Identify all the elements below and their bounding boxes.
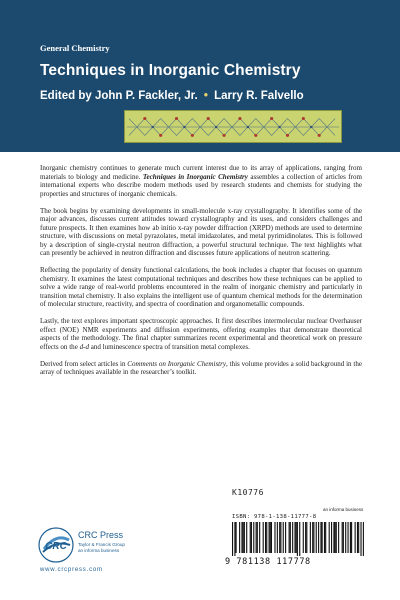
- book-title: Techniques in Inorganic Chemistry: [40, 62, 301, 79]
- editor-2: Larry R. Falvello: [214, 90, 304, 102]
- paragraph-1: Inorganic chemistry continues to generate much current interest due to its array of applications, ranging from materials to biology and medicine. Techniques in Inorganic Chemistry assembles a collection of articles from international experts who describe modern methods used by research students and chemists for studying the properties and structures of inorganic chemicals.: [40, 164, 362, 198]
- edited-by-label: Edited by: [40, 90, 92, 102]
- product-code: K10776: [232, 488, 264, 497]
- publisher-subtitle: Taylor & Francis Group an informa business: [78, 542, 125, 553]
- paragraph-2: The book begins by examining developments in small-molecule x-ray crystallography. It identifies some of the major advances, discusses current attitudes toward crystallography and its uses, and considers challenges and future prospects. It then examines how ab initio x-ray powder diffraction (XRPD) methods are used to determine structure, with discussions on metal pyrazolates, metal imidazolates, and metal pyrimidinolates. This is followed by a description of single-crystal neutron diffraction, a powerful structural technique. The text highlights what can presently be achieved in neutron diffraction and discusses future applications of neutron scattering.: [40, 206, 362, 257]
- book-title-inline: Techniques in Inorganic Chemistry: [142, 172, 248, 181]
- crc-press-logo: [38, 527, 74, 563]
- informa-tagline: an informa business: [323, 507, 364, 512]
- paragraph-5: Derived from select articles in Comments on Inorganic Chemistry, this volume provides a solid background in the array of techniques available in the researcher’s toolkit.: [40, 359, 362, 376]
- publisher-url[interactable]: www.crcpress.com: [40, 567, 103, 573]
- back-cover-description: [40, 164, 362, 385]
- publisher-name: CRC Press: [78, 530, 124, 540]
- isbn-barcode: [232, 522, 364, 556]
- paragraph-4: Lastly, the text explores important spectroscopic approaches. It first describes intermolecular nuclear Overhauser effect (NOE) NMR experiments and diffusion experiments, offering examples that demonstrate theoretical aspects of the methodology. The final chapter summarizes recent experimental and theoretical work on pressure effects on the d-d and luminescence spectra of transition metal complexes.: [40, 317, 362, 351]
- bullet-separator: •: [203, 90, 208, 102]
- crc-logo-text: CRC: [45, 541, 67, 552]
- paragraph-3: Reflecting the popularity of density functional calculations, the book includes a chapter that focuses on quantum chemistry. It examines the latest computational techniques and describes how these techniques can be applied to solve a wide range of real-world problems encountered in the realm of inorganic chemistry and particularly in transition metal chemistry. It also explains the intelligent use of quantum chemical methods for the determination of molecular structure, reactivity, and spectra of coordination and organometallic compounds.: [40, 266, 362, 308]
- barcode-number: 9 781138 117778: [225, 557, 311, 567]
- crystal-lattice-art: [124, 110, 342, 143]
- cover-header: [0, 0, 400, 152]
- isbn-label: ISBN: 978-1-138-11777-8: [232, 514, 317, 520]
- editors-line: [40, 90, 304, 102]
- series-label: General Chemistry: [40, 43, 110, 53]
- editor-1: John P. Fackler, Jr.: [94, 90, 198, 102]
- journal-title: Comments on Inorganic Chemistry: [127, 359, 227, 368]
- product-code-block: [232, 488, 362, 497]
